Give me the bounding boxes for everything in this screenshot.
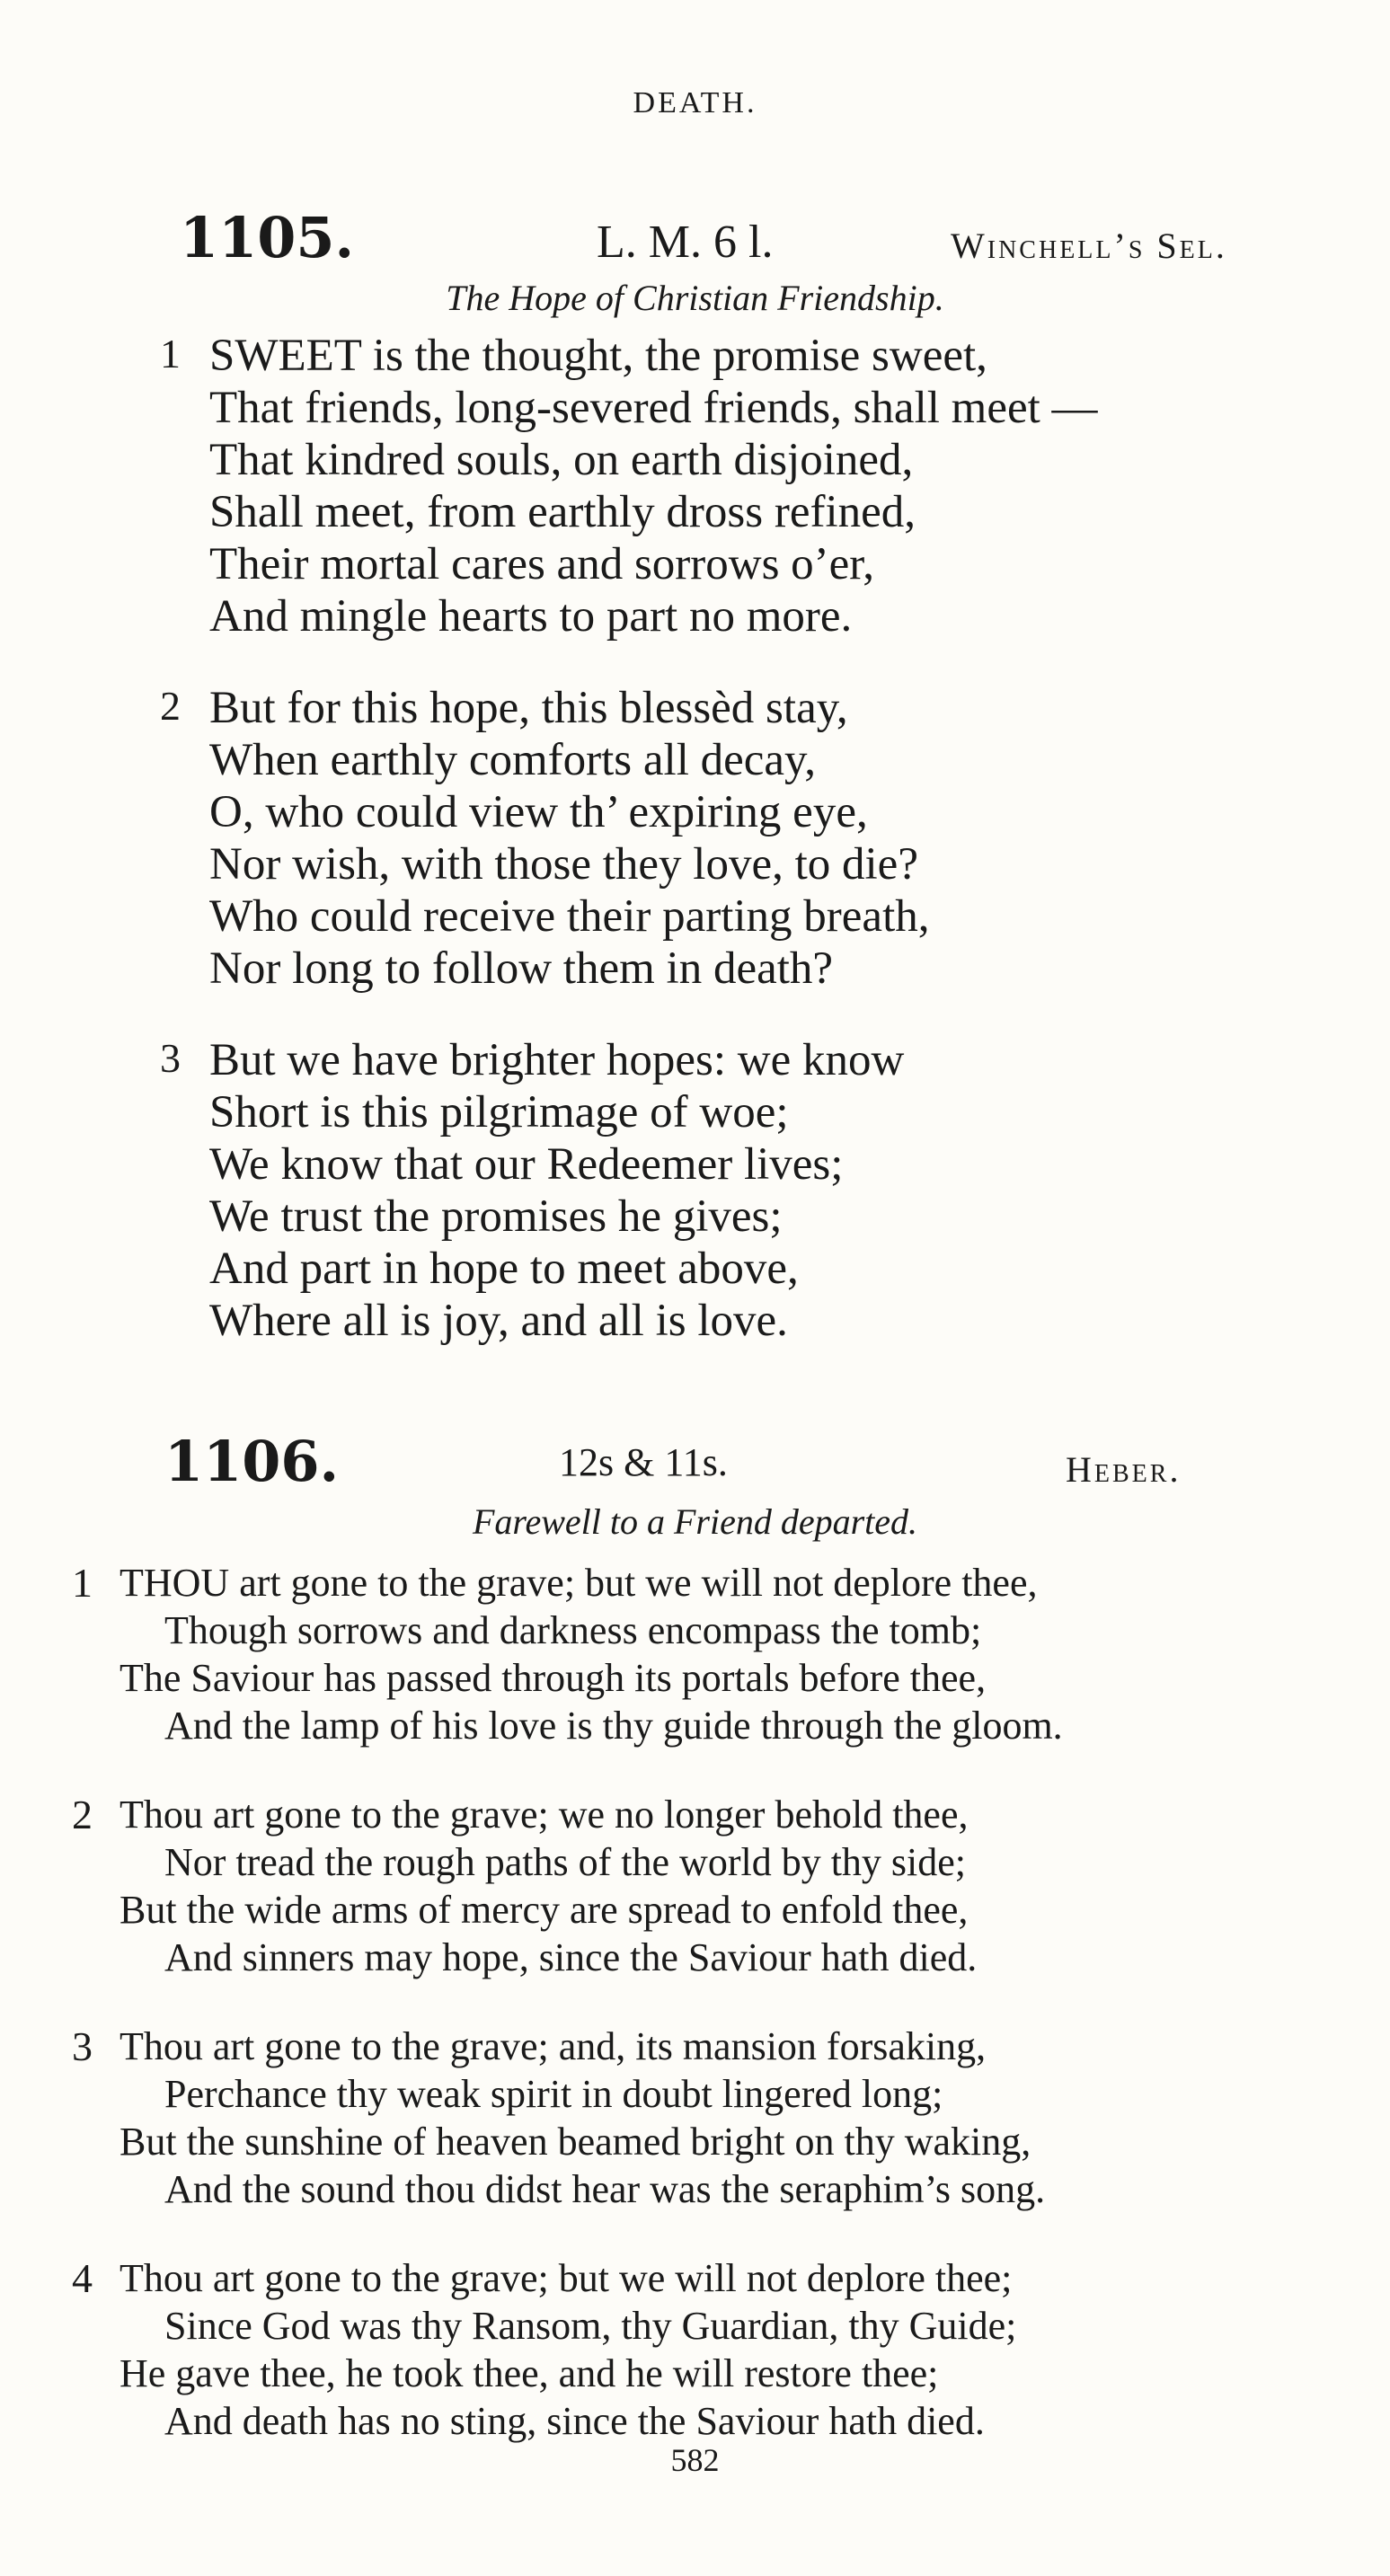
hymn-title: Farewell to a Friend departed. [472, 1501, 918, 1542]
stanza-number: 2 [160, 683, 181, 729]
verse-line: Nor long to follow them in death? [209, 943, 834, 994]
verse-line: Though sorrows and darkness encompass the tomb; [164, 1608, 982, 1652]
verse-line: And death has no sting, since the Saviour hath died. [164, 2399, 985, 2443]
hymn-header [0, 205, 1390, 277]
stanza-number: 3 [72, 2023, 93, 2069]
verse-line: But the sunshine of heaven beamed bright on thy waking, [120, 2120, 1031, 2164]
verse-line: Who could receive their parting breath, [209, 891, 930, 942]
running-head: DEATH. [633, 86, 757, 120]
hymn-source: Heber. [1066, 1449, 1182, 1490]
stanza [0, 682, 1390, 995]
stanza-number: 2 [72, 1792, 93, 1837]
hymn-number: 1106. [164, 1429, 340, 1494]
hymn-meter: 12s & 11s. [559, 1440, 728, 1484]
verse-line: But for this hope, this blessèd stay, [209, 683, 848, 733]
stanza-number: 1 [160, 331, 181, 376]
hymn-1105 [0, 205, 1390, 1386]
stanza [0, 2023, 1390, 2213]
verse-line: And mingle hearts to part no more. [209, 591, 853, 642]
stanza-number: 4 [72, 2255, 93, 2301]
verse-line: And sinners may hope, since the Saviour hath died. [164, 1935, 978, 1979]
verse-line: THOU art gone to the grave; but we will not deplore thee, [120, 1561, 1038, 1605]
verse-line: Shall meet, from earthly dross refined, [209, 487, 916, 537]
verse-line: When earthly comforts all decay, [209, 735, 816, 785]
stanza [0, 330, 1390, 642]
hymn-header [0, 1429, 1390, 1500]
hymn-1106 [0, 1429, 1390, 2486]
verse-line: Perchance thy weak spirit in doubt lingered long; [164, 2072, 943, 2116]
verse-line: SWEET is the thought, the promise sweet, [209, 331, 987, 381]
verse-line: O, who could view th’ expiring eye, [209, 787, 868, 837]
verse-line: And the sound thou didst hear was the seraphim’s song. [164, 2167, 1046, 2211]
verse-line: But the wide arms of mercy are spread to enfold thee, [120, 1888, 969, 1932]
verse-line: He gave thee, he took thee, and he will restore thee; [120, 2351, 939, 2395]
verse-line: We know that our Redeemer lives; [209, 1139, 844, 1190]
hymn-source: Winchell’s Sel. [951, 226, 1227, 266]
verse-line: Nor tread the rough paths of the world by thy side; [164, 1840, 967, 1884]
verse-line: But we have brighter hopes: we know [209, 1035, 905, 1085]
hymn-title: The Hope of Christian Friendship. [446, 278, 944, 318]
verse-line: And the lamp of his love is thy guide through the gloom. [164, 1704, 1063, 1748]
verse-line: Thou art gone to the grave; we no longer behold thee, [120, 1793, 969, 1837]
stanza-number: 3 [160, 1035, 181, 1081]
verse-line: And part in hope to meet above, [209, 1244, 799, 1294]
stanza [0, 1559, 1390, 1749]
verse-line: The Saviour has passed through its portals before thee, [120, 1656, 987, 1700]
page-number: 582 [670, 2442, 720, 2478]
verse-line: We trust the promises he gives; [209, 1191, 783, 1242]
verse-line: That friends, long-severed friends, shall meet — [209, 383, 1098, 433]
verse-line: Thou art gone to the grave; and, its mansion forsaking, [120, 2024, 987, 2068]
hymn-number: 1105. [180, 205, 355, 270]
verse-line: Short is this pilgrimage of woe; [209, 1087, 789, 1138]
stanza [0, 1791, 1390, 1981]
stanza-number: 1 [72, 1560, 93, 1606]
stanza [0, 2254, 1390, 2445]
verse-line: Since God was thy Ransom, thy Guardian, thy Guide; [164, 2304, 1017, 2348]
verse-line: Their mortal cares and sorrows o’er, [209, 539, 874, 589]
stanza [0, 1034, 1390, 1347]
verse-line: Where all is joy, and all is love. [209, 1296, 788, 1346]
verse-line: Thou art gone to the grave; but we will not deplore thee; [120, 2256, 1013, 2300]
verse-line: Nor wish, with those they love, to die? [209, 839, 918, 890]
verse-line: That kindred souls, on earth disjoined, [209, 435, 914, 485]
hymn-meter: L. M. 6 l. [597, 217, 774, 268]
